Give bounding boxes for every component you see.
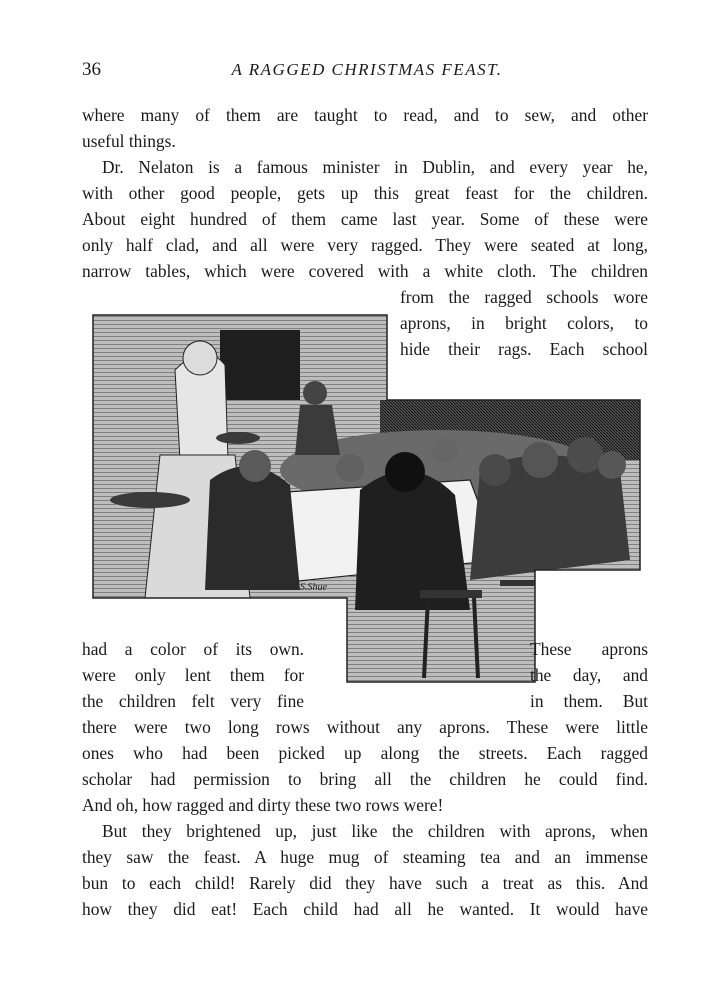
artist-signature: S.Shue [300, 582, 327, 593]
text-line: Dr. Nelaton is a famous minister in Dublin, and every year he, [102, 157, 648, 177]
text-line: were only lent them for [82, 665, 304, 685]
text-line: ones who had been picked up along the streets. Each ragged [82, 743, 648, 763]
text-line: narrow tables, which were covered with a white cloth. The children [82, 261, 648, 281]
text-line: in them. But [530, 691, 648, 711]
text-line: only half clad, and all were very ragged. They were seated at long, [82, 235, 648, 255]
text-line: had a color of its own. [82, 639, 304, 659]
text-line: the day, and [530, 665, 648, 685]
text-line: bun to each child! Rarely did they have such a treat as this. And [82, 873, 648, 893]
text-line: from the ragged schools wore [400, 287, 648, 307]
text-line: scholar had permission to bring all the children he could find. [82, 769, 648, 789]
text-line: where many of them are taught to read, and to sew, and other [82, 105, 648, 125]
text-line: they saw the feast. A huge mug of steaming tea and an immense [82, 847, 648, 867]
page-number: 36 [82, 59, 101, 80]
text-line: how they did eat! Each child had all he wanted. It would have [82, 899, 648, 919]
text-line: the children felt very fine [82, 691, 304, 711]
text-line: hide their rags. Each school [400, 339, 648, 359]
running-head: A RAGGED CHRISTMAS FEAST. [231, 60, 503, 79]
text-line: About eight hundred of them came last year. Some of these were [82, 209, 648, 229]
text-line: with other good people, gets up this great feast for the children. [82, 183, 648, 203]
text-line: useful things. [82, 131, 176, 151]
text-line: And oh, how ragged and dirty these two rows were! [82, 795, 444, 815]
text-line: These aprons [530, 639, 648, 659]
text-line: there were two long rows without any aprons. These were little [82, 717, 648, 737]
text-line: aprons, in bright colors, to [400, 313, 648, 333]
text-line: But they brightened up, just like the children with aprons, when [102, 821, 648, 841]
